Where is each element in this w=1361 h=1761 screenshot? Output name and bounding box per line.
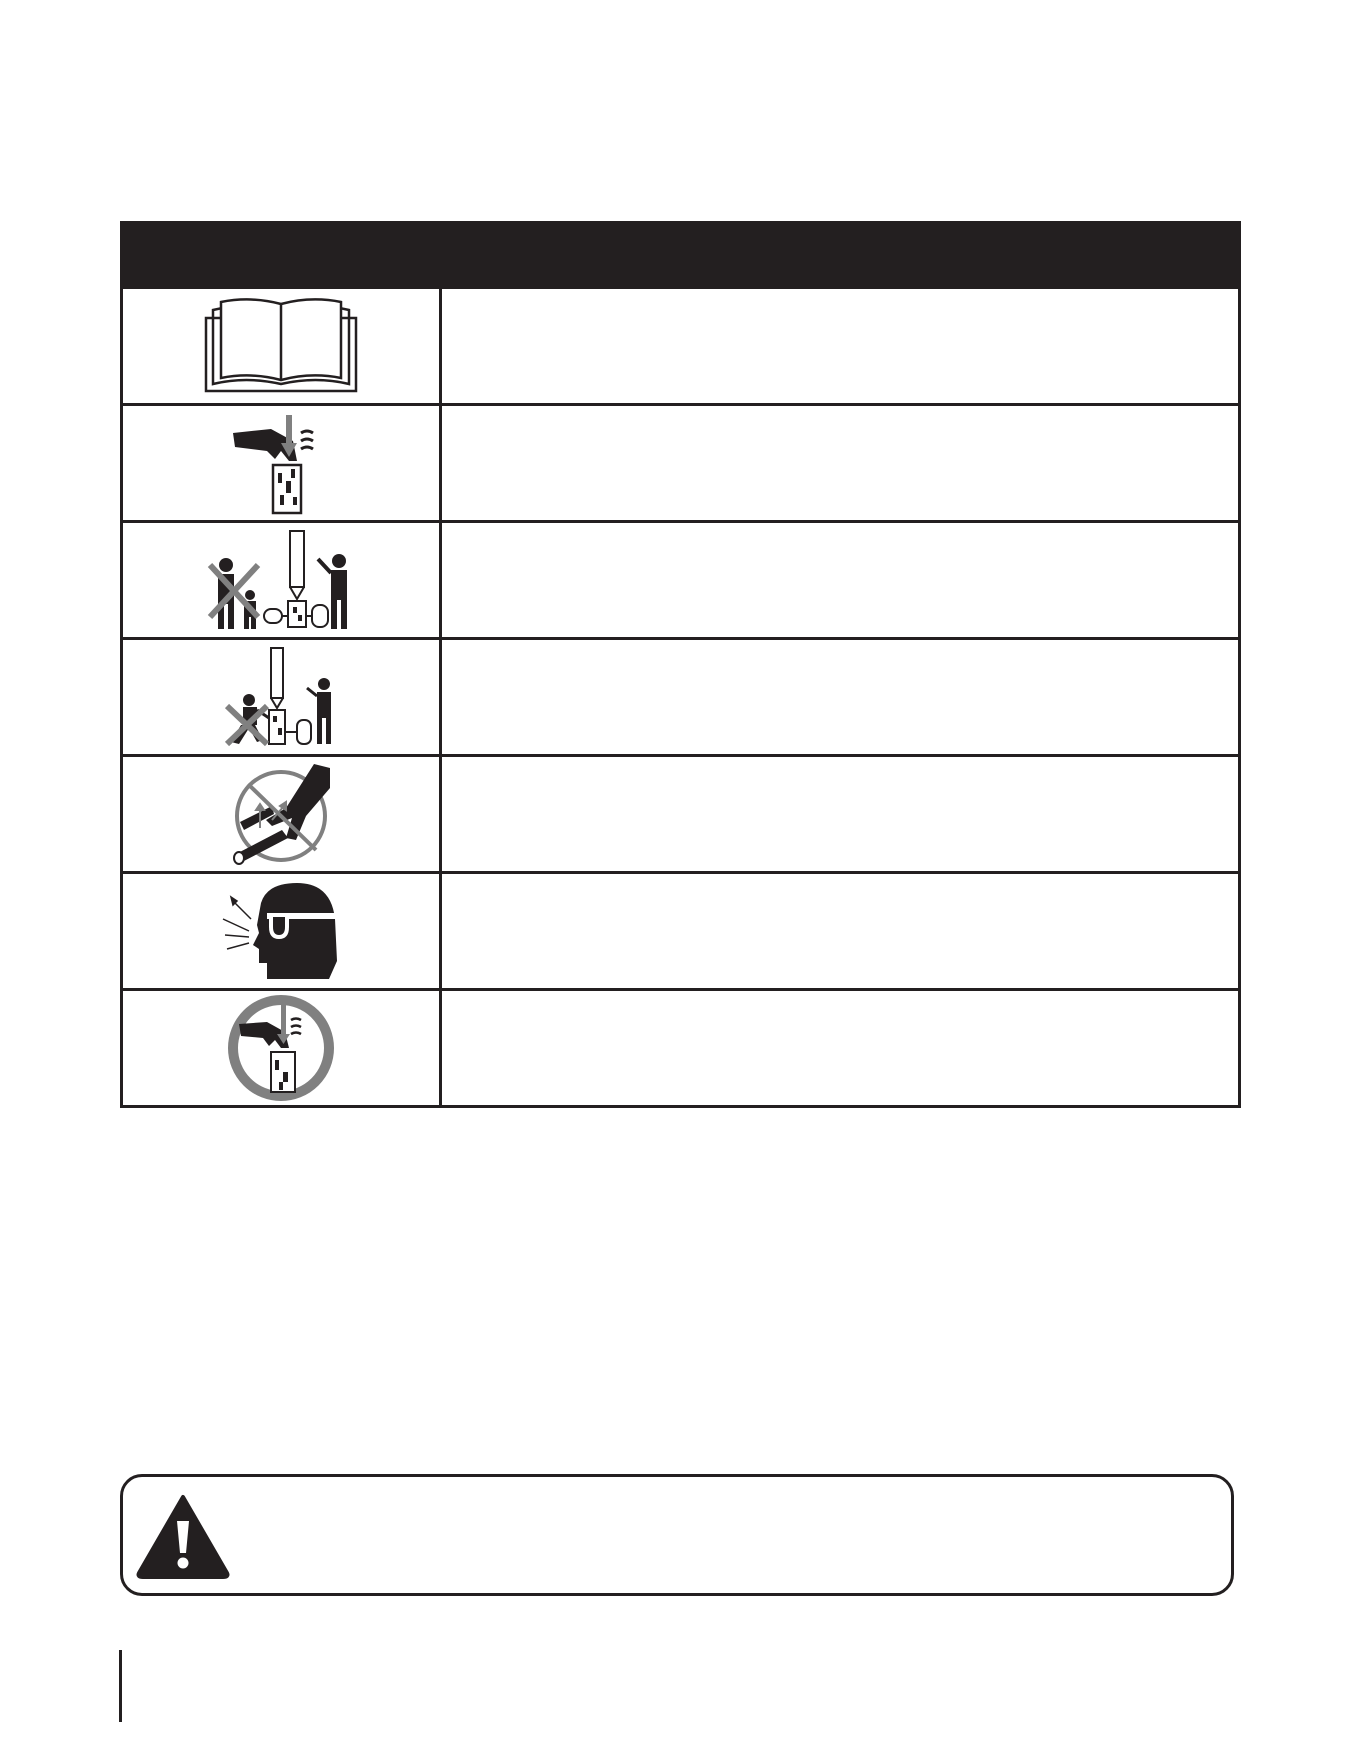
table-row <box>122 639 1240 756</box>
eye-protection-icon <box>221 879 341 983</box>
symbol-cell <box>122 522 441 639</box>
keep-bystanders-away-icon <box>206 529 356 631</box>
symbol-cell <box>122 288 441 405</box>
symbol-cell <box>122 756 441 873</box>
table-row <box>122 288 1240 405</box>
safety-symbols-table <box>120 221 1241 1108</box>
symbol-cell <box>122 990 441 1107</box>
one-operator-only-icon <box>221 646 341 748</box>
no-hand-near-hose-icon <box>226 762 336 866</box>
table-row <box>122 522 1240 639</box>
table-row <box>122 990 1240 1107</box>
description-cell <box>441 522 1240 639</box>
table-row <box>122 756 1240 873</box>
symbol-cell <box>122 405 441 522</box>
operator-manual-icon <box>201 296 361 396</box>
table-row <box>122 873 1240 990</box>
description-cell <box>441 288 1240 405</box>
symbol-cell <box>122 873 441 990</box>
header-symbol <box>122 223 441 288</box>
crushing-hand-icon <box>231 411 331 515</box>
table-header-row <box>122 223 1240 288</box>
description-cell <box>441 405 1240 522</box>
warning-box <box>120 1474 1234 1596</box>
symbol-cell <box>122 639 441 756</box>
description-cell <box>441 990 1240 1107</box>
page-margin-rule <box>119 1650 122 1722</box>
description-cell <box>441 756 1240 873</box>
warning-triangle-icon <box>135 1493 231 1579</box>
table-row <box>122 405 1240 522</box>
no-hands-near-wedge-icon <box>227 994 335 1102</box>
header-description <box>441 223 1240 288</box>
description-cell <box>441 873 1240 990</box>
description-cell <box>441 639 1240 756</box>
